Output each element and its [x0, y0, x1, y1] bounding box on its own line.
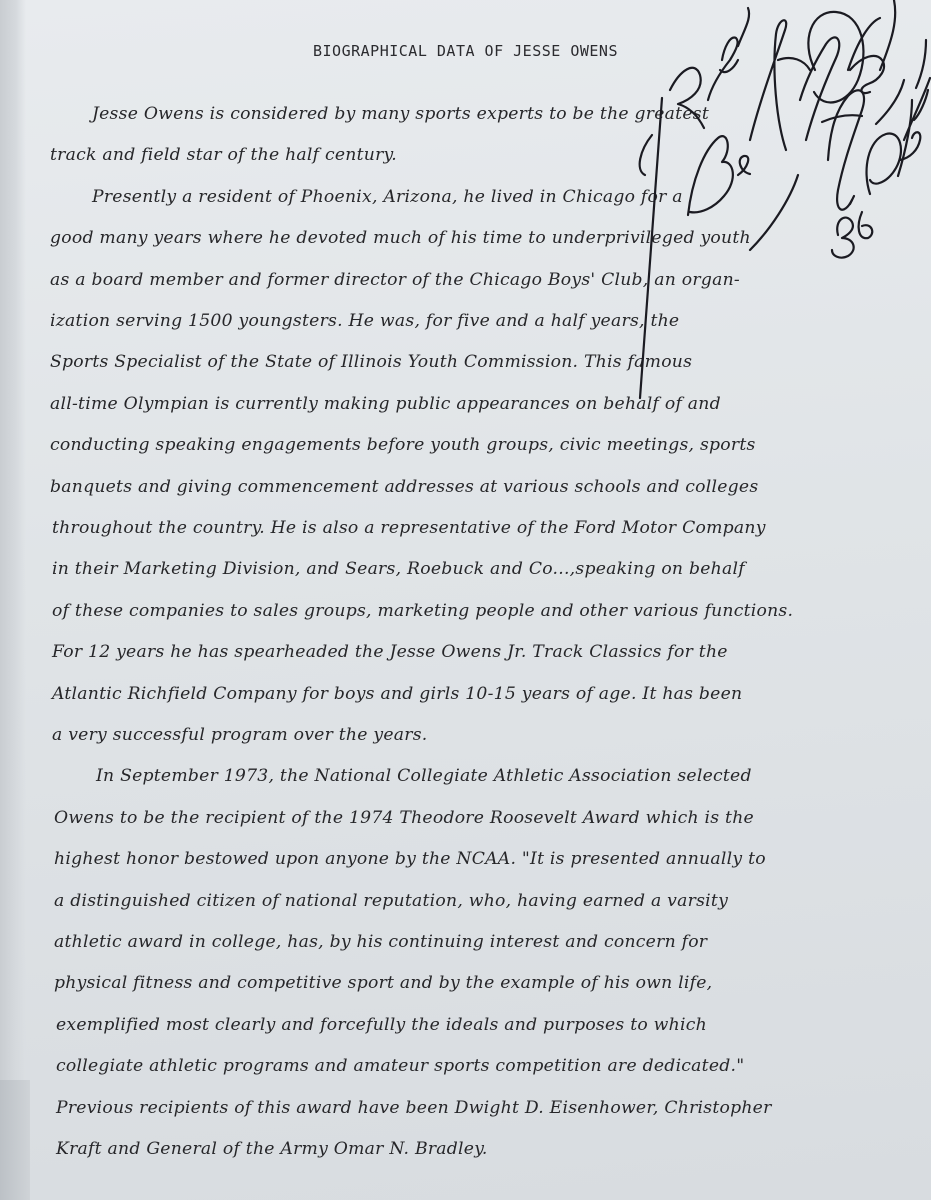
body-line: Atlantic Richfield Company for boys and girls 10-15 years of age. It has been: [52, 683, 743, 704]
body-line: in their Marketing Division, and Sears, Roebuck and Co...,speaking on behalf: [52, 559, 745, 580]
body-line: conducting speaking engagements before youth groups, civic meetings, sports: [50, 435, 756, 456]
body-line: all-time Olympian is currently making public appearances on behalf of and: [50, 393, 721, 414]
body-line: banquets and giving commencement addresses at various schools and colleges: [50, 476, 759, 497]
body-line: Presently a resident of Phoenix, Arizona, he lived in Chicago for a: [92, 186, 683, 207]
body-line: In September 1973, the National Collegiate Athletic Association selected: [96, 766, 752, 787]
body-line: athletic award in college, has, by his continuing interest and concern for: [54, 932, 708, 952]
body-line: Owens to be the recipient of the 1974 Theodore Roosevelt Award which is the: [54, 807, 754, 828]
paper-fold-left: [0, 0, 26, 1200]
body-line: a distinguished citizen of national reputation, who, having earned a varsity: [54, 890, 729, 911]
body-line: highest honor bestowed upon anyone by the NCAA. "It is presented annually to: [54, 849, 766, 870]
body-line: track and field star of the half century.: [50, 145, 397, 166]
body-line: Kraft and General of the Army Omar N. Bradley.: [56, 1139, 488, 1159]
body-line: as a board member and former director of the Chicago Boys' Club, an organ-: [50, 269, 740, 290]
body-line: collegiate athletic programs and amateur sports competition are dedicated.": [56, 1056, 745, 1077]
body-line: Sports Specialist of the State of Illinois Youth Commission. This famous: [50, 352, 693, 373]
body-line: exemplified most clearly and forcefully the ideals and purposes to which: [56, 1014, 707, 1035]
body-line: For 12 years he has spearheaded the Jesse Owens Jr. Track Classics for the: [52, 642, 728, 663]
body-line: Jesse Owens is considered by many sports experts to be the greatest: [92, 104, 709, 124]
body-line: good many years where he devoted much of his time to underprivileged youth: [50, 228, 751, 249]
paper-fold-bottom: [0, 1080, 30, 1200]
body-line: physical fitness and competitive sport and by the example of his own life,: [54, 973, 713, 994]
body-line: ization serving 1500 youngsters. He was, for five and a half years, the: [50, 311, 680, 331]
document-title: BIOGRAPHICAL DATA OF JESSE OWENS: [313, 42, 618, 60]
body-line: a very successful program over the years.: [52, 725, 428, 745]
body-line: of these companies to sales groups, marketing people and other various functions.: [52, 600, 794, 621]
body-line: Previous recipients of this award have been Dwight D. Eisenhower, Christopher: [56, 1097, 772, 1118]
body-line: throughout the country. He is also a representative of the Ford Motor Company: [52, 518, 766, 538]
